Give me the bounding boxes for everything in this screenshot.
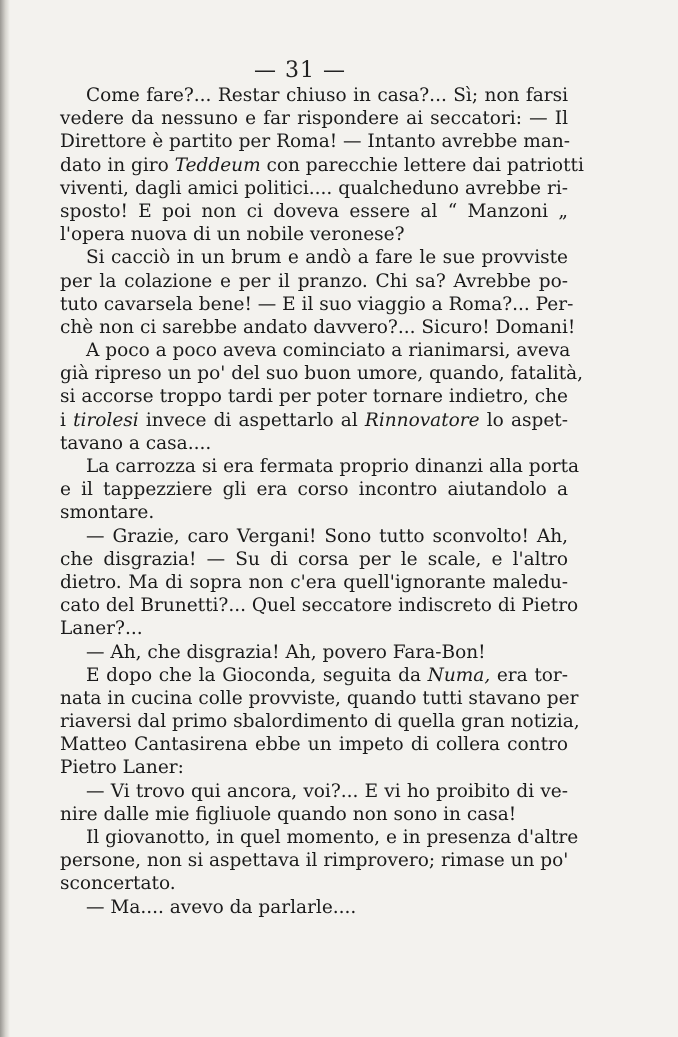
text-line: dietro. Ma di sopra non c'era quell'ignorante maledu- <box>60 571 568 593</box>
text-line: riaversi dal primo sbalordimento di quella gran notizia, <box>60 711 580 733</box>
text-line: tuto cavarsela bene! — E il suo viaggio a Roma?... Per- <box>60 293 574 315</box>
text-line: A poco a poco aveva cominciato a rianimarsi, aveva <box>86 340 571 362</box>
text-line: cato del Brunetti?... Quel seccatore indiscreto di Pietro <box>60 595 579 617</box>
text-line: smontare. <box>60 502 155 524</box>
text-line: Direttore è partito per Roma! — Intanto avrebbe man- <box>60 131 570 153</box>
text-line: Il giovanotto, in quel momento, e in presenza d'altre <box>86 827 579 848</box>
text-line: nire dalle mie figliuole quando non sono in casa! <box>60 803 517 825</box>
text-line: sposto! E poi non ci doveva essere al “ Manzoni „ <box>60 200 568 222</box>
text-line: l'opera nuova di un nobile veronese? <box>60 224 405 246</box>
text-line: — Ah, che disgrazia! Ah, povero Fara-Bon! <box>86 641 486 663</box>
text-line: Matteo Cantasirena ebbe un impeto di collera contro <box>60 734 568 756</box>
text-line: nata in cucina colle provviste, quando tutti stavano per <box>60 687 579 709</box>
text-line: per la colazione e per il pranzo. Chi sa? Avrebbe po- <box>60 270 568 292</box>
text-line: La carrozza si era fermata proprio dinanzi alla porta <box>86 456 580 477</box>
text-line: e il tappezziere gli era corso incontro aiutandolo a <box>60 479 568 501</box>
text-line: sconcertato. <box>60 873 176 895</box>
page-binding-shadow <box>0 0 10 1037</box>
text-line: persone, non si aspettava il rimprovero; rimase un po' <box>60 850 569 872</box>
text-line: i tirolesi invece di aspettarlo al Rinnovatore lo aspet- <box>60 409 568 431</box>
text-line: chè non ci sarebbe andato davvero?... Sicuro! Domani! <box>60 316 576 338</box>
text-line: si accorse troppo tardi per poter tornare indietro, che <box>60 386 568 408</box>
page-number: — 31 — <box>254 58 346 83</box>
text-line: viventi, dagli amici politici.... qualcheduno avrebbe ri- <box>60 177 568 199</box>
text-line: Laner?... <box>60 618 143 640</box>
text-line: Come fare?... Restar chiuso in casa?... Sì; non farsi <box>86 85 568 106</box>
text-line: vedere da nessuno e far rispondere ai seccatori: — Il <box>60 108 568 130</box>
page-text-body <box>60 84 584 919</box>
text-line: tavano a casa.... <box>60 432 212 454</box>
text-line: — Grazie, caro Vergani! Sono tutto sconvolto! Ah, <box>86 525 568 547</box>
text-line: — Ma.... avevo da parlarle.... <box>86 896 357 918</box>
text-line: già ripreso un po' del suo buon umore, quando, fatalità, <box>60 363 584 385</box>
text-line: — Vi trovo qui ancora, voi?... E vi ho proibito di ve- <box>86 780 568 802</box>
text-line: che disgrazia! — Su di corsa per le scale, e l'altro <box>60 548 568 570</box>
text-line: Pietro Laner: <box>60 757 184 779</box>
text-line: dato in giro Teddeum con parecchie lettere dai patriotti <box>60 154 584 176</box>
text-line: E dopo che la Gioconda, seguita da Numa, era tor- <box>86 664 568 686</box>
text-line: Si cacciò in un brum e andò a fare le sue provviste <box>86 247 568 269</box>
